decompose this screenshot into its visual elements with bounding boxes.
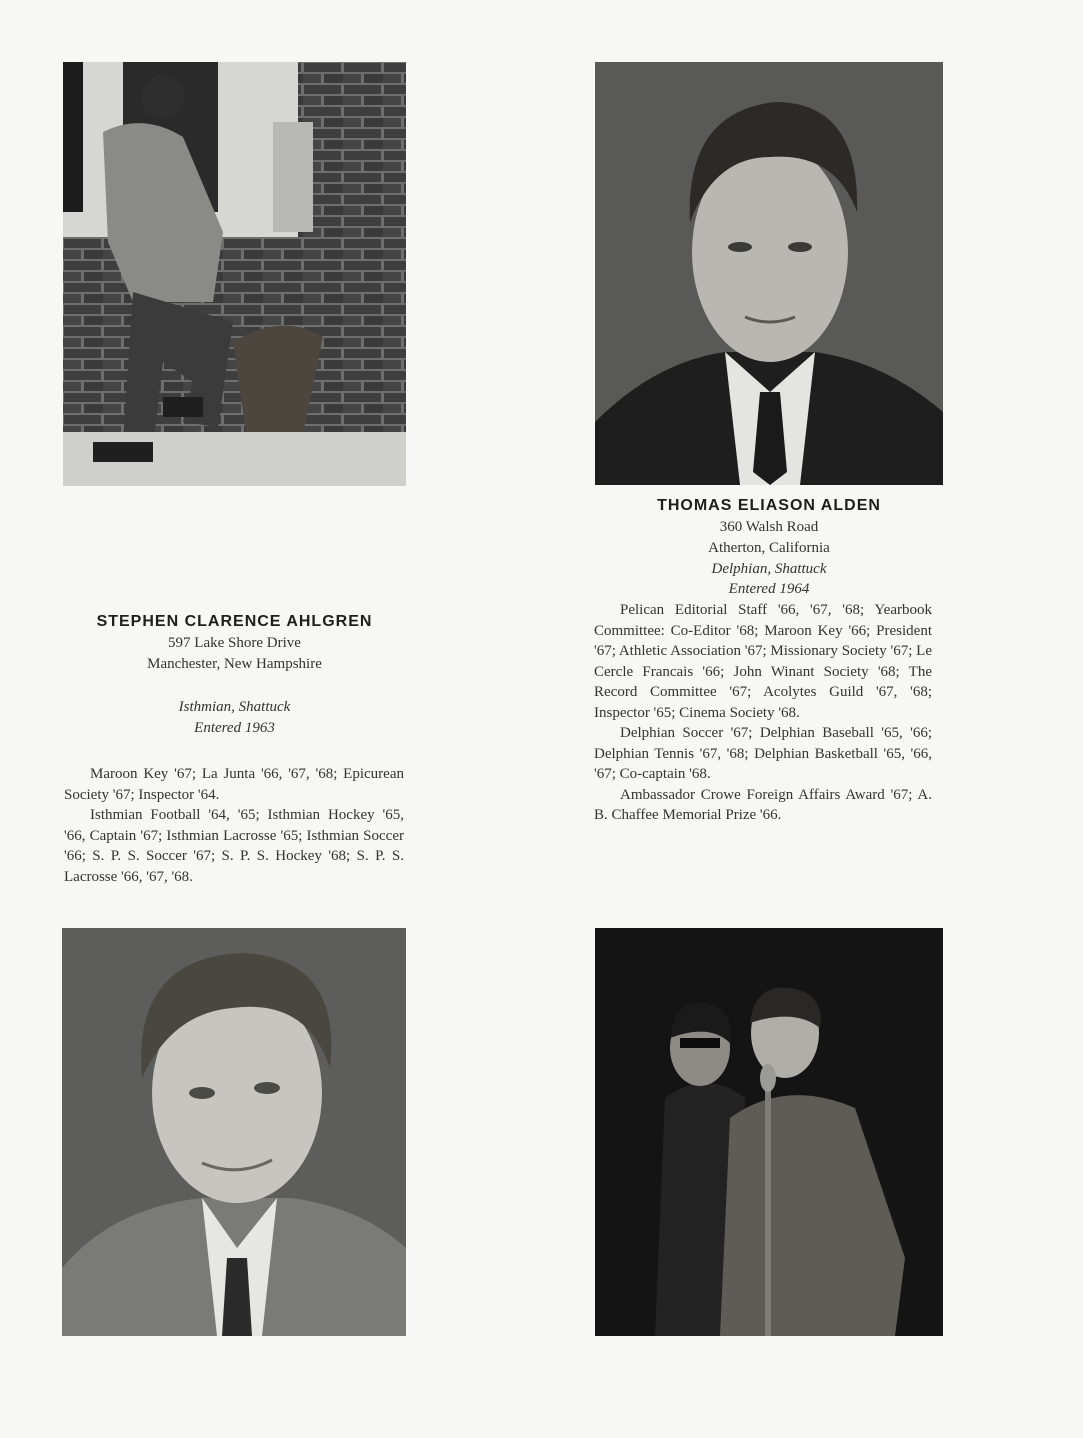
athletics-paragraph: Isthmian Football '64, '65; Isthmian Hockey '65, '66, Captain '67; Isthmian Lacrosse '65; Isthmian Soccer '66; S. P. S. Soccer '67; S. P. S. Hockey '68; S. P. S. Lacrosse '66, '67, '68.: [64, 807, 404, 885]
athletics-paragraph: Delphian Soccer '67; Delphian Baseball '65, '66; Delphian Tennis '67, '68; Delphian Basketball '65, '66, '67; Co-captain '68.: [594, 725, 932, 782]
entered-alden: Entered 1964: [728, 581, 810, 597]
entered-ahlgren: Entered 1963: [194, 720, 275, 736]
activities-ahlgren: [64, 764, 404, 887]
activities-paragraph: Pelican Editorial Staff '66, '67, '68; Yearbook Committee: Co-Editor '68; Maroon Key '66; President '67; Athletic Association '67; Missionary Society '67; Le Cercle Francais '66; John Winant Society '68; The Record Committee '67; Acolytes Guild '67, '68; Inspector '65; Cinema Society '68.: [594, 602, 932, 721]
student-name-ahlgren: STEPHEN CLARENCE AHLGREN: [96, 613, 373, 630]
photo-portrait-ahlgren: [62, 928, 406, 1336]
address-city-ahlgren: Manchester, New Hampshire: [147, 656, 322, 672]
student-name-alden: THOMAS ELIASON ALDEN: [657, 497, 881, 514]
activities-alden: [594, 600, 932, 826]
photo-stage-performance: [595, 928, 943, 1336]
activities-paragraph: Maroon Key '67; La Junta '66, '67, '68; Epicurean Society '67; Inspector '64.: [64, 766, 404, 803]
awards-paragraph: Ambassador Crowe Foreign Affairs Award '67; A. B. Chaffee Memorial Prize '66.: [594, 786, 932, 823]
club-ahlgren: Isthmian, Shattuck: [178, 699, 291, 715]
address-street-ahlgren: 597 Lake Shore Drive: [168, 635, 301, 651]
club-alden: Delphian, Shattuck: [711, 561, 827, 577]
photo-climbing-window: [63, 62, 406, 486]
address-city-alden: Atherton, California: [708, 540, 830, 556]
address-street-alden: 360 Walsh Road: [719, 519, 819, 535]
photo-portrait-alden: [595, 62, 943, 485]
